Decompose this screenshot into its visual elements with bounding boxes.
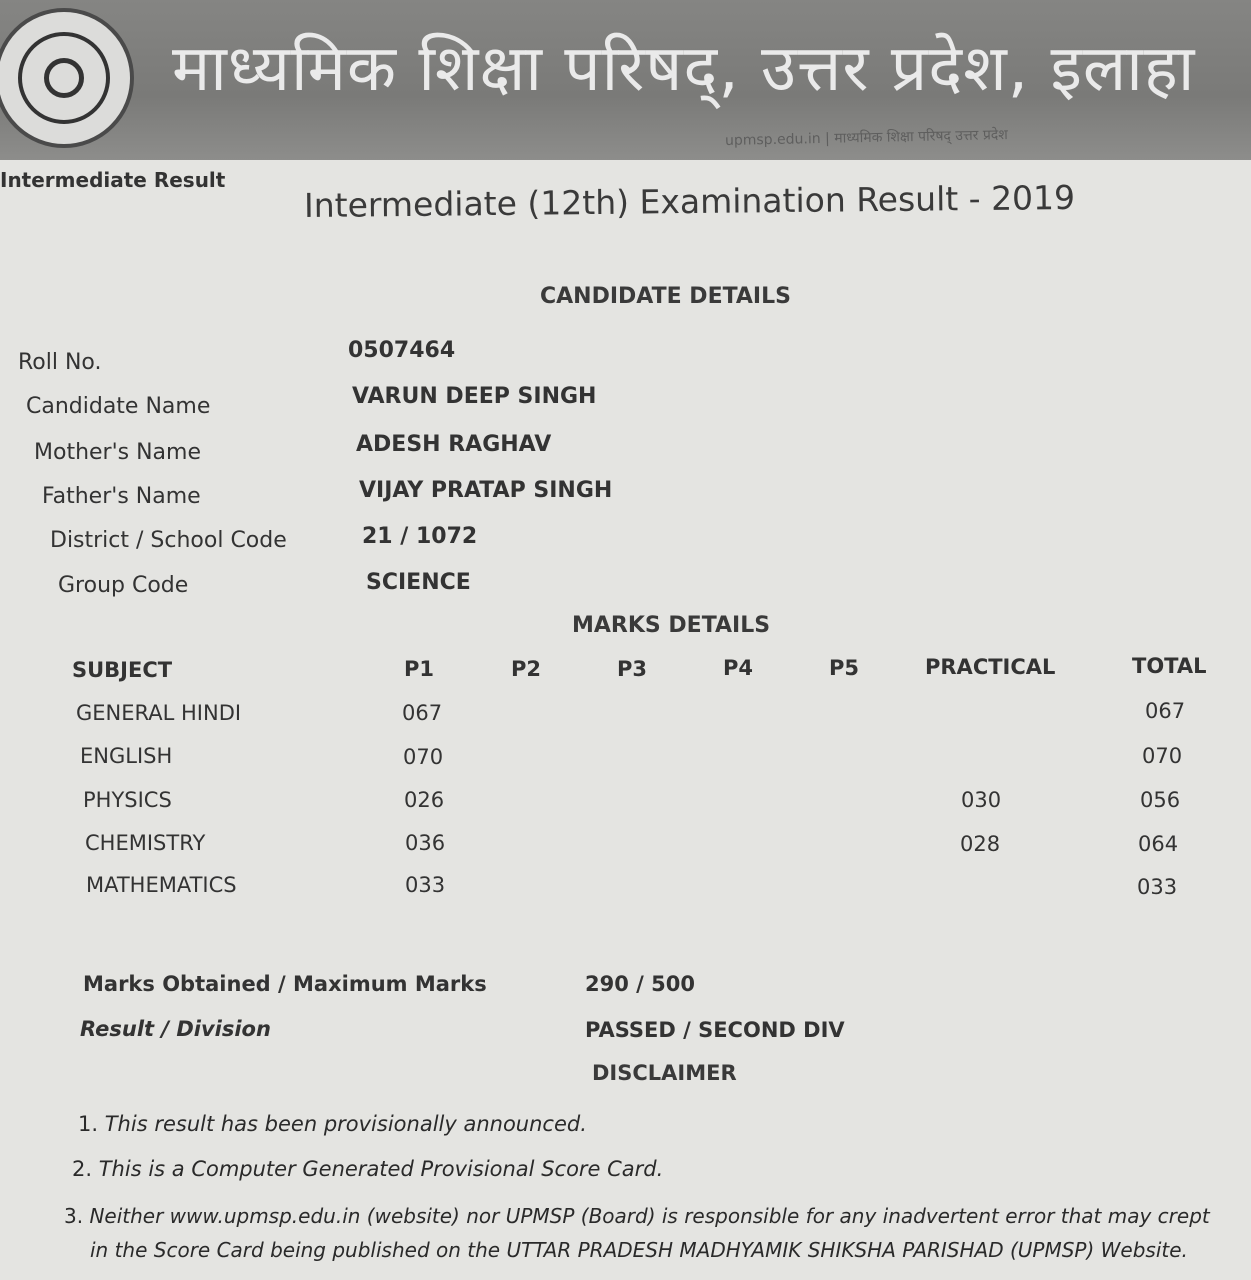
total-cell: 067 — [1145, 699, 1186, 723]
roll-no-value: 0507464 — [348, 338, 456, 363]
candidate-details-heading: CANDIDATE DETAILS — [540, 284, 791, 309]
disclaimer-item — [72, 1157, 663, 1181]
subject-cell: GENERAL HINDI — [76, 701, 242, 725]
disclaimer-number: 2. — [72, 1157, 93, 1181]
subject-cell: PHYSICS — [83, 788, 172, 812]
header-banner — [0, 0, 1251, 160]
corner-label: Intermediate Result — [0, 168, 226, 192]
disclaimer-text: Neither www.upmsp.edu.in (website) nor UPMSP (Board) is responsible for any inadvertent error that may crept — [89, 1204, 1210, 1228]
district-school-code-value: 21 / 1072 — [362, 524, 478, 549]
marks-obtained-label: Marks Obtained / Maximum Marks — [83, 972, 487, 996]
p1-cell: 036 — [405, 831, 446, 855]
disclaimer-number: 3. — [64, 1204, 84, 1228]
father-name-value: VIJAY PRATAP SINGH — [359, 478, 613, 503]
disclaimer-number: 1. — [78, 1112, 99, 1136]
col-p5: P5 — [829, 656, 860, 680]
disclaimer-text: This result has been provisionally announced. — [104, 1112, 587, 1136]
col-practical: PRACTICAL — [925, 655, 1056, 679]
total-cell: 056 — [1140, 788, 1181, 812]
p1-cell: 026 — [404, 788, 445, 812]
total-cell: 070 — [1142, 744, 1183, 768]
board-title: माध्यमिक शिक्षा परिषद्, उत्तर प्रदेश, इलाहा — [172, 32, 1196, 106]
candidate-name-value: VARUN DEEP SINGH — [352, 384, 597, 409]
subject-cell: MATHEMATICS — [86, 873, 237, 897]
disclaimer-text: This is a Computer Generated Provisional Score Card. — [98, 1157, 664, 1181]
upmsp-emblem-icon — [0, 8, 134, 148]
p1-cell: 067 — [402, 701, 443, 725]
marks-obtained-value: 290 / 500 — [585, 972, 695, 996]
practical-cell: 028 — [960, 832, 1001, 856]
district-school-code-label: District / School Code — [50, 528, 287, 553]
col-p2: P2 — [511, 657, 542, 681]
group-code-label: Group Code — [58, 573, 189, 598]
col-subject: SUBJECT — [72, 658, 173, 682]
disclaimer-item — [64, 1204, 1210, 1228]
disclaimer-text-continued: in the Score Card being published on the UTTAR PRADESH MADHYAMIK SHIKSHA PARISHAD (UPMSP) Website. — [90, 1238, 1188, 1262]
result-division-label: Result / Division — [80, 1017, 271, 1041]
col-p4: P4 — [723, 656, 754, 680]
roll-no-label: Roll No. — [18, 350, 102, 375]
board-subtitle: upmsp.edu.in | माध्यमिक शिक्षा परिषद् उत्तर प्रदेश — [724, 127, 1008, 149]
mother-name-value: ADESH RAGHAV — [356, 432, 552, 457]
result-division-value: PASSED / SECOND DIV — [585, 1018, 845, 1042]
col-total: TOTAL — [1132, 654, 1207, 678]
exam-title: Intermediate (12th) Examination Result - 2019 — [303, 177, 1076, 226]
col-p3: P3 — [617, 657, 648, 681]
subject-cell: ENGLISH — [80, 744, 173, 768]
total-cell: 064 — [1138, 832, 1179, 856]
mother-name-label: Mother's Name — [34, 440, 201, 465]
marks-details-heading: MARKS DETAILS — [572, 613, 771, 638]
total-cell: 033 — [1137, 875, 1178, 899]
disclaimer-heading: DISCLAIMER — [592, 1061, 737, 1085]
father-name-label: Father's Name — [42, 484, 201, 509]
disclaimer-item — [78, 1112, 587, 1136]
p1-cell: 033 — [405, 873, 446, 897]
col-p1: P1 — [404, 657, 435, 681]
candidate-name-label: Candidate Name — [26, 394, 211, 419]
subject-cell: CHEMISTRY — [85, 831, 206, 855]
group-code-value: SCIENCE — [366, 570, 471, 595]
practical-cell: 030 — [961, 788, 1002, 812]
p1-cell: 070 — [403, 745, 444, 769]
